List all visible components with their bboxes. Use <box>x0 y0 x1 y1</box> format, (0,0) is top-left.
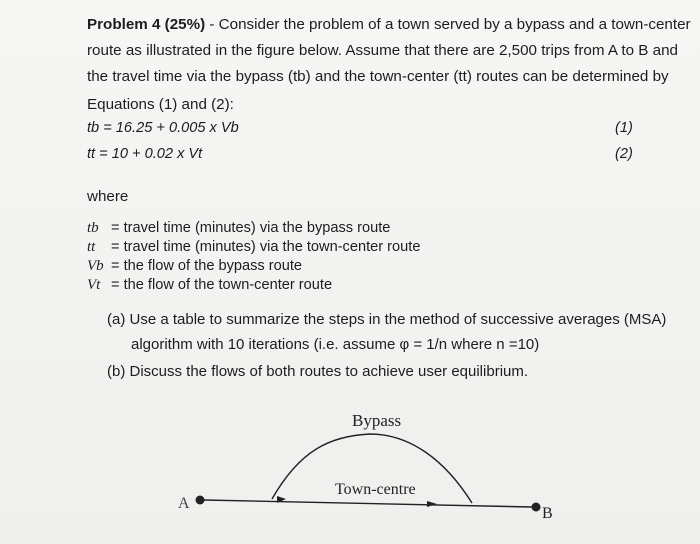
definition-tb: tb = travel time (minutes) via the bypass route <box>87 220 391 236</box>
task-a-line-2: algorithm with 10 iterations (i.e. assume φ = 1/n where n =10) <box>131 336 540 353</box>
node-b-label: B <box>542 505 553 522</box>
route-arrow-2 <box>427 501 437 507</box>
equation-2: tt = 10 + 0.02 x Vt <box>87 146 203 162</box>
equation-1: tb = 16.25 + 0.005 x Vb <box>87 120 239 136</box>
node-a-label: A <box>178 495 190 512</box>
task-b: (b) Discuss the flows of both routes to achieve user equilibrium. <box>107 363 529 380</box>
problem-intro-line-2: route as illustrated in the figure below. Assume that there are 2,500 trips from A to B and <box>87 42 678 59</box>
equation-1-number: (1) <box>615 120 633 136</box>
node-a-point <box>196 496 205 505</box>
town-centre-label: Town-centre <box>335 481 416 498</box>
problem-intro-line-4: Equations (1) and (2): <box>87 96 234 113</box>
definition-vb: Vb = the flow of the bypass route <box>87 258 303 274</box>
problem-intro-line-1: Problem 4 (25%) - Consider the problem of a town served by a bypass and a town-center <box>87 16 691 33</box>
where-label: where <box>87 188 129 205</box>
definition-tt: tt = travel time (minutes) via the town-center route <box>87 239 421 255</box>
definition-vt: Vt = the flow of the town-center route <box>87 277 333 293</box>
problem-heading: Problem 4 (25%) <box>87 16 206 33</box>
node-b-point <box>532 503 541 512</box>
bypass-label: Bypass <box>352 411 402 430</box>
town-centre-route-line <box>204 500 532 507</box>
equation-2-number: (2) <box>615 146 633 162</box>
problem-intro-line-3: the travel time via the bypass (tb) and the town-center (tt) routes can be determined by <box>87 68 669 85</box>
task-a-line-1: (a) Use a table to summarize the steps in the method of successive averages (MSA) <box>107 311 667 328</box>
